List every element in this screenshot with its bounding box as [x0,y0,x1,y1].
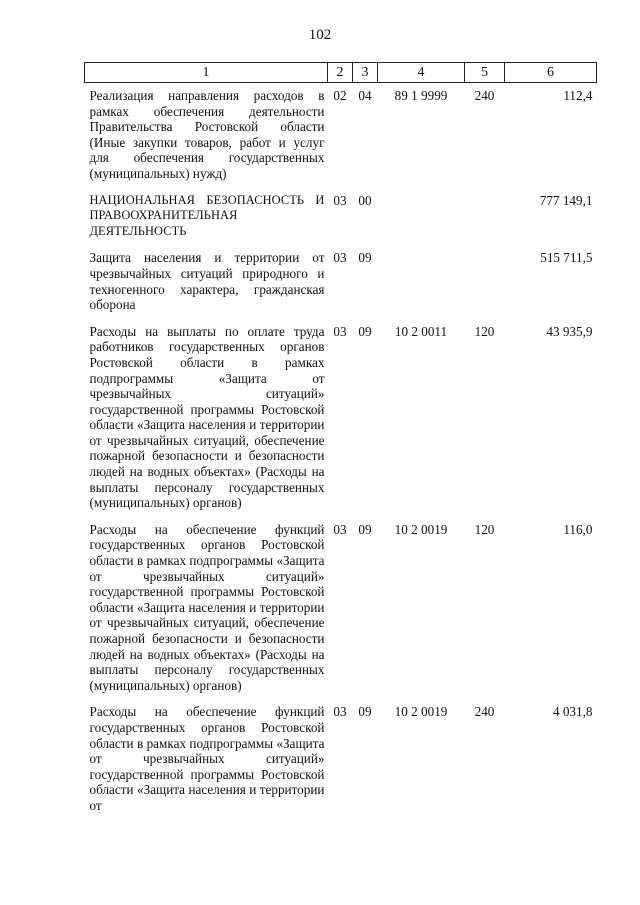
row-amount: 515 711,5 [540,250,593,266]
row-target-article [378,188,465,246]
row-subsection-code: 09 [358,521,372,537]
row-target-article: 10 2 0019 [394,704,448,720]
row-name: Реализация направления расходов в рамках обеспечения деятельности Правительства Ростовской области (Иные закупки товаров, работ и услуг для обеспечения государственных (муниципальных) нужд) [89,88,325,181]
row-section-code: 03 [333,323,347,339]
header-col-5: 5 [465,63,505,83]
table-row [85,83,597,188]
row-section-code: 03 [333,192,347,208]
page-number: 102 [308,27,332,43]
row-subsection-code: 04 [358,88,372,103]
table-row [85,319,597,517]
header-col-6: 6 [505,63,597,83]
row-section-code: 03 [333,704,347,720]
row-expense-type [465,245,505,318]
row-expense-type: 120 [474,323,495,339]
row-name: Защита населения и территории от чрезвычайных ситуаций природного и техногенного характера, гражданская оборона [89,250,325,313]
row-expense-type: 120 [474,521,495,537]
row-subsection-code: 09 [358,250,372,266]
row-section-code: 03 [333,250,347,266]
row-amount: 112,4 [563,88,593,103]
row-name: Расходы на выплаты по оплате труда работников государственных органов Ростовской области в рамках подпрограммы «Защита от чрезвычайных ситуаций» государственной программы Ростовской области «Защита населения и территории от чрезвычайных ситуаций, обеспечение пожарной безопасности и безопасности людей на водных объектах» (Расходы на выплаты персоналу государственных (муниципальных) органов) [89,323,325,511]
header-row [85,63,597,83]
row-target-article: 10 2 0019 [394,521,448,537]
row-amount: 777 149,1 [539,192,593,208]
row-name: Расходы на обеспечение функций государственных органов Ростовской области в рамках подпрограммы «Защита от чрезвычайных ситуаций» государственной программы Ростовской области «Защита населения и территории от чрезвычайных ситуаций, обеспечение пожарной безопасности и безопасности людей на водных объектах» (Расходы на выплаты персоналу государственных (муниципальных) органов) [89,521,325,693]
header-col-2: 2 [328,63,353,83]
table-row [85,699,597,819]
table-body [85,83,597,820]
row-section-code: 03 [333,521,347,537]
row-name: НАЦИОНАЛЬНАЯ БЕЗОПАСНОСТЬ И ПРАВООХРАНИТЕЛЬНАЯ ДЕЯТЕЛЬНОСТЬ [89,192,325,238]
row-amount: 116,0 [563,521,593,537]
row-target-article [378,245,465,318]
row-expense-type: 240 [474,704,495,720]
row-expense-type [465,188,505,246]
row-target-article: 89 1 9999 [394,88,448,103]
row-subsection-code: 09 [358,323,372,339]
budget-table [84,62,597,820]
row-amount: 4 031,8 [552,704,593,720]
header-col-4: 4 [378,63,465,83]
row-target-article: 10 2 0011 [394,323,448,339]
table-row [85,517,597,700]
table-row [85,188,597,246]
row-name: Расходы на обеспечение функций государственных органов Ростовской области в рамках подпрограммы «Защита от чрезвычайных ситуаций» государственной программы Ростовской области «Защита населения и территории от [89,704,325,813]
row-amount: 43 935,9 [546,323,593,339]
table-header [85,63,597,83]
row-expense-type: 240 [474,88,495,103]
row-subsection-code: 09 [358,704,372,720]
header-col-3: 3 [353,63,378,83]
header-col-1: 1 [85,63,328,83]
table-row [85,245,597,318]
row-section-code: 02 [333,88,347,103]
row-subsection-code: 00 [358,192,372,208]
